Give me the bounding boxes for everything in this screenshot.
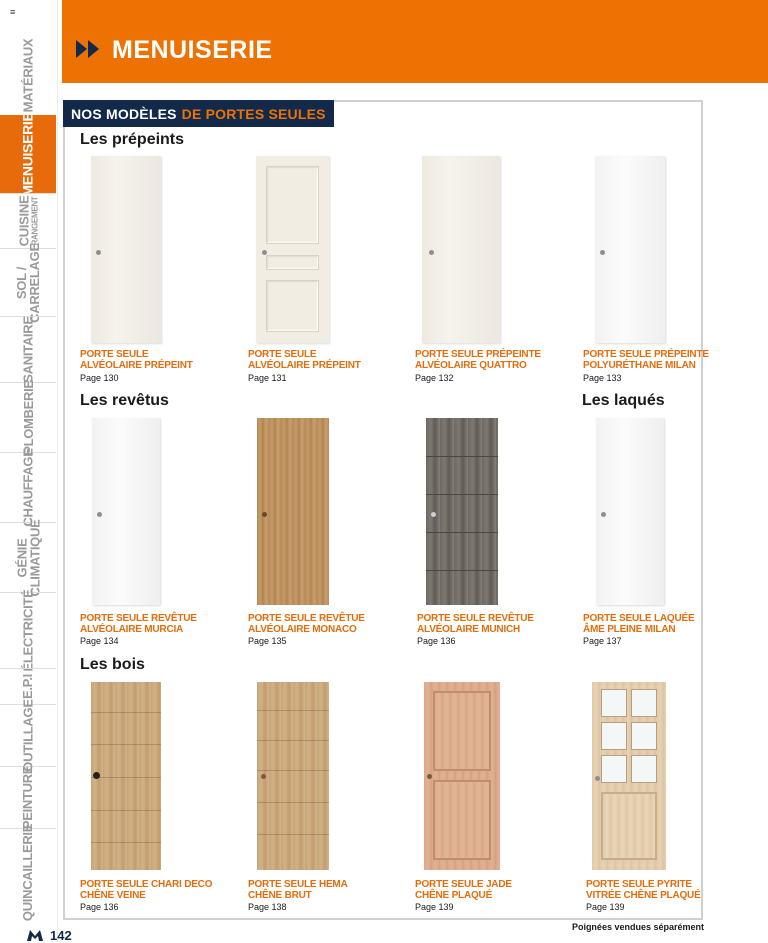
door-image	[91, 682, 161, 870]
banner-text-accent: DE PORTES SEULES	[181, 105, 326, 122]
door-image	[256, 156, 329, 343]
tab-label: ÉLECTRICITÉ	[20, 589, 36, 672]
tab-menuiserie[interactable]	[0, 111, 56, 197]
product-page-ref: Page 139	[586, 902, 625, 912]
door-image	[596, 418, 664, 605]
door-image	[426, 418, 498, 605]
door-image	[257, 418, 329, 605]
door-knob	[96, 250, 101, 255]
tab-label-sub: CARRELAGE	[27, 242, 43, 323]
door-knob	[431, 512, 436, 517]
product-page-ref: Page 137	[583, 636, 622, 646]
section-title-laques: Les laqués	[582, 392, 665, 409]
tab-quincaillerie[interactable]	[0, 823, 56, 922]
door-image	[91, 156, 161, 343]
product-name: PORTE SEULE HEMA CHÊNE BRUT	[248, 879, 348, 901]
door-knob	[261, 774, 266, 779]
product-page-ref: Page 138	[248, 902, 287, 912]
footer-note: Poignées vendues séparément	[571, 922, 704, 932]
product-page-ref: Page 139	[415, 902, 454, 912]
tab-label: PEINTURE	[20, 765, 36, 830]
section-title-revetus: Les revêtus	[80, 392, 169, 409]
section-banner	[63, 100, 334, 127]
door-knob	[427, 774, 432, 779]
banner-text-main: NOS MODÈLES	[71, 105, 177, 122]
tab-label: SANITAIRE	[20, 316, 36, 383]
door-knob	[601, 512, 606, 517]
tab-peinture[interactable]	[0, 766, 56, 828]
page-number: 142	[50, 928, 72, 943]
tab-label: MENUISERIE	[19, 111, 36, 197]
brand-m-icon	[27, 930, 43, 941]
product-page-ref: Page 135	[248, 636, 287, 646]
product-page-ref: Page 130	[80, 373, 119, 383]
door-knob	[93, 772, 100, 779]
tab-sanitaire[interactable]	[0, 316, 56, 382]
page-header	[62, 0, 768, 83]
page-title: MENUISERIE	[112, 36, 273, 64]
tab-label: GÉNIE	[14, 538, 30, 577]
tab-genie-climatique[interactable]	[0, 519, 56, 596]
product-name: PORTE SEULE CHARI DECO CHÊNE VEINE	[80, 879, 213, 901]
section-title-bois: Les bois	[80, 656, 145, 673]
tab-label: E.P.I	[20, 673, 36, 700]
tab-label: QUINCAILLERIE	[20, 823, 36, 922]
tab-label: PLOMBERIE	[20, 380, 36, 455]
product-page-ref: Page 132	[415, 373, 454, 383]
tab-label-sub: RANGEMENT	[29, 196, 39, 246]
product-name: PORTE SEULE JADE CHÊNE PLAQUÉ	[415, 879, 512, 901]
door-image	[424, 682, 500, 870]
product-page-ref: Page 133	[583, 373, 622, 383]
tab-label: CHAUFFAGE	[20, 448, 36, 527]
door-knob	[429, 250, 434, 255]
tab-plomberie[interactable]	[0, 380, 56, 455]
tab-cuisine[interactable]	[0, 193, 56, 248]
tab-label: MATÉRIAUX	[20, 38, 36, 112]
door-knob	[97, 512, 102, 517]
door-image	[257, 682, 329, 870]
product-name: PORTE SEULE LAQUÉE ÂME PLEINE MILAN	[583, 613, 695, 635]
tab-materiaux[interactable]	[0, 35, 56, 115]
section-sidebar	[0, 0, 58, 943]
product-name: PORTE SEULE PRÉPEINTE POLYURÉTHANE MILAN	[583, 349, 709, 371]
tab-outillage[interactable]	[0, 699, 56, 772]
door-knob	[262, 512, 267, 517]
door-knob	[600, 250, 605, 255]
product-page-ref: Page 136	[80, 902, 119, 912]
tab-chauffage[interactable]	[0, 448, 56, 527]
product-name: PORTE SEULE REVÊTUE ALVÉOLAIRE MUNICH	[417, 613, 534, 635]
tab-label: OUTILLAGE	[20, 699, 36, 772]
product-page-ref: Page 134	[80, 636, 119, 646]
tab-label-sub: CLIMATIQUE	[27, 519, 43, 596]
door-image	[92, 418, 160, 605]
door-knob	[595, 776, 600, 781]
menu-icon[interactable]: ≡	[10, 7, 16, 17]
product-name: PORTE SEULE PYRITE VITRÉE CHÊNE PLAQUÉ	[586, 879, 701, 901]
tab-label: CUISINE	[15, 195, 31, 247]
tab-sol-carrelage[interactable]	[0, 242, 56, 323]
door-image	[422, 156, 500, 343]
product-name: PORTE SEULE PRÉPEINTE ALVÉOLAIRE QUATTRO	[415, 349, 541, 371]
product-name: PORTE SEULE ALVÉOLAIRE PRÉPEINT	[80, 349, 193, 371]
double-chevron-icon	[76, 38, 108, 60]
tab-label: SOL /	[14, 266, 30, 299]
product-page-ref: Page 136	[417, 636, 456, 646]
product-name: PORTE SEULE REVÊTUE ALVÉOLAIRE MURCIA	[80, 613, 197, 635]
door-knob	[262, 250, 267, 255]
product-name: PORTE SEULE ALVÉOLAIRE PRÉPEINT	[248, 349, 361, 371]
product-name: PORTE SEULE REVÊTUE ALVÉOLAIRE MONACO	[248, 613, 365, 635]
door-image	[592, 682, 666, 870]
product-page-ref: Page 131	[248, 373, 287, 383]
tab-electricite[interactable]	[0, 589, 56, 672]
section-title-prepeints: Les prépeints	[80, 131, 185, 148]
door-image	[595, 156, 665, 343]
